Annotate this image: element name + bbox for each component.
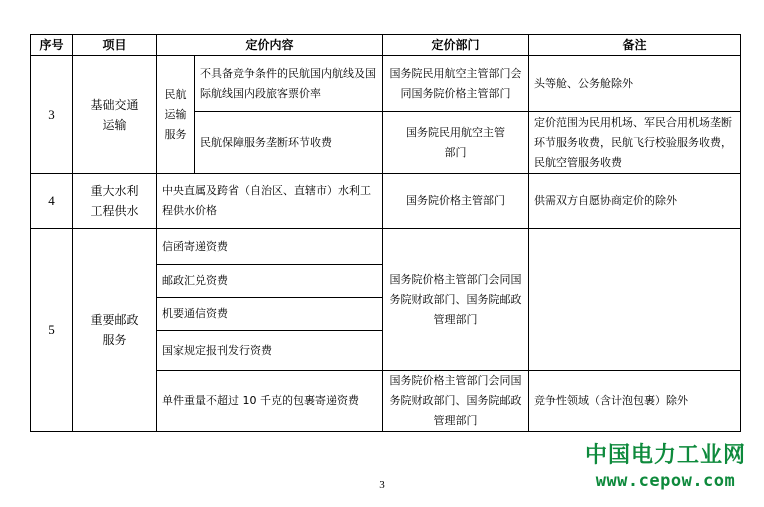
header-no: 序号 bbox=[31, 35, 73, 56]
pricing-content: 信函寄递资费 bbox=[157, 229, 383, 265]
remark: 头等舱、公务舱除外 bbox=[529, 56, 741, 112]
pricing-content: 不具备竞争条件的民航国内航线及国际航线国内段旅客票价率 bbox=[195, 56, 383, 112]
pricing-table bbox=[30, 34, 741, 432]
item-name: 重要邮政服务 bbox=[73, 229, 157, 432]
pricing-content: 国家规定报刊发行资费 bbox=[157, 331, 383, 371]
remark: 供需双方自愿协商定价的除外 bbox=[529, 174, 741, 229]
pricing-content: 单件重量不超过 10 千克的包裹寄递资费 bbox=[157, 371, 383, 432]
header-content: 定价内容 bbox=[157, 35, 383, 56]
header-row bbox=[31, 35, 741, 56]
remark: 定价范围为民用机场、军民合用机场垄断环节服务收费，民航飞行校验服务收费，民航空管服务收费 bbox=[529, 112, 741, 174]
header-dept: 定价部门 bbox=[383, 35, 529, 56]
pricing-department: 国务院民用航空主管部门会同国务院价格主管部门 bbox=[383, 56, 529, 112]
table-row bbox=[31, 174, 741, 229]
row-number: 5 bbox=[31, 229, 73, 432]
table-row bbox=[31, 56, 741, 112]
header-item: 项目 bbox=[73, 35, 157, 56]
sub-item-name: 民航运输服务 bbox=[157, 56, 195, 174]
pricing-department: 国务院民用航空主管部门 bbox=[383, 112, 529, 174]
row-number: 4 bbox=[31, 174, 73, 229]
item-name: 基础交通运输 bbox=[73, 56, 157, 174]
pricing-department: 国务院价格主管部门会同国务院财政部门、国务院邮政管理部门 bbox=[383, 229, 529, 371]
remark: 竞争性领域（含计泡包裹）除外 bbox=[529, 371, 741, 432]
row-number: 3 bbox=[31, 56, 73, 174]
watermark-title: 中国电力工业网 bbox=[584, 443, 746, 468]
watermark-url: www.cepow.com bbox=[595, 471, 736, 491]
header-note: 备注 bbox=[529, 35, 741, 56]
table-row bbox=[31, 229, 741, 265]
pricing-department: 国务院价格主管部门 bbox=[383, 174, 529, 229]
pricing-department: 国务院价格主管部门会同国务院财政部门、国务院邮政管理部门 bbox=[383, 371, 529, 432]
remark bbox=[529, 229, 741, 371]
item-name: 重大水利工程供水 bbox=[73, 174, 157, 229]
pricing-content: 邮政汇兑资费 bbox=[157, 265, 383, 298]
page-number: 3 bbox=[379, 479, 385, 491]
pricing-content: 机要通信资费 bbox=[157, 298, 383, 331]
pricing-content: 民航保障服务垄断环节收费 bbox=[195, 112, 383, 174]
pricing-content: 中央直属及跨省（自治区、直辖市）水利工程供水价格 bbox=[157, 174, 383, 229]
